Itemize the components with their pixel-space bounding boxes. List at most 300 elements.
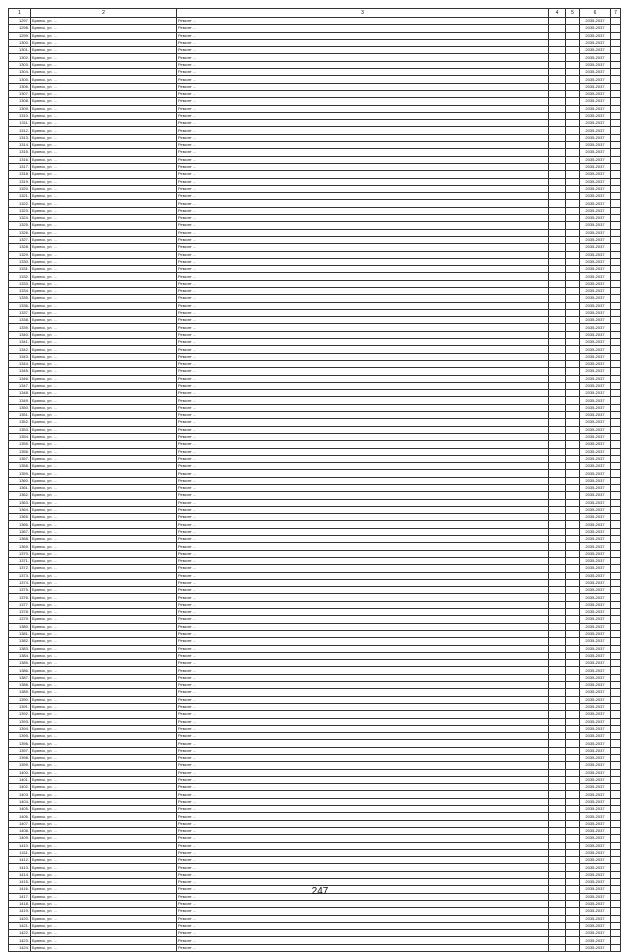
extra-cell — [611, 616, 621, 623]
period-cell: 2035-2037 — [580, 733, 611, 740]
period-cell: 2035-2037 — [580, 536, 611, 543]
extra-cell — [611, 98, 621, 105]
address-cell: Брянск, ул. ... — [31, 105, 177, 112]
period-cell: 2035-2037 — [580, 69, 611, 76]
year-cell — [549, 32, 566, 39]
work-type-cell: Ремонт ... — [177, 266, 549, 273]
year2-cell — [566, 623, 580, 630]
address-cell: Брянск, ул. ... — [31, 360, 177, 367]
address-cell: Брянск, ул. ... — [31, 922, 177, 929]
period-cell: 2035-2037 — [580, 54, 611, 61]
year-cell — [549, 149, 566, 156]
year2-cell — [566, 171, 580, 178]
col-header-5: 5 — [566, 9, 580, 18]
work-type-cell: Ремонт ... — [177, 747, 549, 754]
address-cell: Брянск, ул. ... — [31, 426, 177, 433]
year2-cell — [566, 725, 580, 732]
address-cell: Брянск, ул. ... — [31, 229, 177, 236]
extra-cell — [611, 711, 621, 718]
extra-cell — [611, 236, 621, 243]
work-type-cell: Ремонт ... — [177, 142, 549, 149]
year2-cell — [566, 120, 580, 127]
work-type-cell: Ремонт ... — [177, 76, 549, 83]
table-row — [9, 689, 621, 696]
year2-cell — [566, 25, 580, 32]
period-cell: 2035-2037 — [580, 185, 611, 192]
row-number: 1349. — [9, 397, 31, 404]
period-cell: 2035-2037 — [580, 61, 611, 68]
year2-cell — [566, 609, 580, 616]
row-number: 1300. — [9, 39, 31, 46]
table-row — [9, 258, 621, 265]
period-cell: 2035-2037 — [580, 871, 611, 878]
extra-cell — [611, 842, 621, 849]
period-cell: 2035-2037 — [580, 258, 611, 265]
address-cell: Брянск, ул. ... — [31, 609, 177, 616]
address-cell: Брянск, ул. ... — [31, 134, 177, 141]
address-cell: Брянск, ул. ... — [31, 645, 177, 652]
row-number: 1364. — [9, 506, 31, 513]
year-cell — [549, 39, 566, 46]
year2-cell — [566, 536, 580, 543]
extra-cell — [611, 835, 621, 842]
period-cell: 2035-2037 — [580, 550, 611, 557]
row-number: 1302. — [9, 54, 31, 61]
row-number: 1357. — [9, 455, 31, 462]
address-cell: Брянск, ул. ... — [31, 419, 177, 426]
year-cell — [549, 193, 566, 200]
year2-cell — [566, 353, 580, 360]
year-cell — [549, 827, 566, 834]
address-cell: Брянск, ул. ... — [31, 302, 177, 309]
period-cell: 2035-2037 — [580, 565, 611, 572]
table-row — [9, 703, 621, 710]
table-row — [9, 543, 621, 550]
work-type-cell: Ремонт ... — [177, 937, 549, 944]
year-cell — [549, 251, 566, 258]
extra-cell — [611, 587, 621, 594]
table-row — [9, 112, 621, 119]
extra-cell — [611, 572, 621, 579]
period-cell: 2035-2037 — [580, 506, 611, 513]
year2-cell — [566, 39, 580, 46]
year-cell — [549, 908, 566, 915]
period-cell: 2035-2037 — [580, 360, 611, 367]
address-cell: Брянск, ул. ... — [31, 565, 177, 572]
period-cell: 2035-2037 — [580, 266, 611, 273]
year-cell — [549, 266, 566, 273]
year2-cell — [566, 390, 580, 397]
work-type-cell: Ремонт ... — [177, 871, 549, 878]
period-cell: 2035-2037 — [580, 492, 611, 499]
period-cell: 2035-2037 — [580, 244, 611, 251]
work-type-cell: Ремонт ... — [177, 660, 549, 667]
address-cell: Брянск, ул. ... — [31, 733, 177, 740]
extra-cell — [611, 463, 621, 470]
year-cell — [549, 200, 566, 207]
table-row — [9, 419, 621, 426]
row-number: 1402. — [9, 784, 31, 791]
row-number: 1337. — [9, 309, 31, 316]
period-cell: 2035-2037 — [580, 331, 611, 338]
table-row — [9, 382, 621, 389]
table-body — [9, 18, 621, 952]
year2-cell — [566, 682, 580, 689]
period-cell: 2035-2037 — [580, 382, 611, 389]
year-cell — [549, 937, 566, 944]
row-number: 1313. — [9, 134, 31, 141]
period-cell: 2035-2037 — [580, 200, 611, 207]
address-cell: Брянск, ул. ... — [31, 207, 177, 214]
table-row — [9, 200, 621, 207]
period-cell: 2035-2037 — [580, 769, 611, 776]
year2-cell — [566, 550, 580, 557]
row-number: 1404. — [9, 798, 31, 805]
table-row — [9, 740, 621, 747]
work-type-cell: Ремонт ... — [177, 528, 549, 535]
row-number: 1375. — [9, 587, 31, 594]
year-cell — [549, 317, 566, 324]
row-number: 1314. — [9, 142, 31, 149]
row-number: 1353. — [9, 426, 31, 433]
work-type-cell: Ремонт ... — [177, 594, 549, 601]
extra-cell — [611, 499, 621, 506]
address-cell: Брянск, ул. ... — [31, 827, 177, 834]
extra-cell — [611, 813, 621, 820]
row-number: 1355. — [9, 441, 31, 448]
address-cell: Брянск, ул. ... — [31, 412, 177, 419]
work-type-cell: Ремонт ... — [177, 47, 549, 54]
extra-cell — [611, 331, 621, 338]
row-number: 1398. — [9, 754, 31, 761]
extra-cell — [611, 521, 621, 528]
extra-cell — [611, 360, 621, 367]
extra-cell — [611, 733, 621, 740]
period-cell: 2035-2037 — [580, 879, 611, 886]
address-cell: Брянск, ул. ... — [31, 718, 177, 725]
year-cell — [549, 382, 566, 389]
work-type-cell: Ремонт ... — [177, 820, 549, 827]
year2-cell — [566, 703, 580, 710]
table-row — [9, 39, 621, 46]
address-cell: Брянск, ул. ... — [31, 784, 177, 791]
extra-cell — [611, 594, 621, 601]
table-row — [9, 835, 621, 842]
table-row — [9, 609, 621, 616]
year2-cell — [566, 185, 580, 192]
row-number: 1367. — [9, 528, 31, 535]
year2-cell — [566, 616, 580, 623]
work-type-cell: Ремонт ... — [177, 317, 549, 324]
address-cell: Брянск, ул. ... — [31, 149, 177, 156]
work-type-cell: Ремонт ... — [177, 492, 549, 499]
period-cell: 2035-2037 — [580, 134, 611, 141]
period-cell: 2035-2037 — [580, 908, 611, 915]
address-cell: Брянск, ул. ... — [31, 244, 177, 251]
year2-cell — [566, 579, 580, 586]
period-cell: 2035-2037 — [580, 703, 611, 710]
year-cell — [549, 762, 566, 769]
year-cell — [549, 740, 566, 747]
period-cell: 2035-2037 — [580, 616, 611, 623]
year-cell — [549, 492, 566, 499]
period-cell: 2035-2037 — [580, 215, 611, 222]
table-row — [9, 317, 621, 324]
row-number: 1394. — [9, 725, 31, 732]
work-type-cell: Ремонт ... — [177, 682, 549, 689]
period-cell: 2035-2037 — [580, 112, 611, 119]
period-cell: 2035-2037 — [580, 528, 611, 535]
work-type-cell: Ремонт ... — [177, 536, 549, 543]
year2-cell — [566, 689, 580, 696]
extra-cell — [611, 543, 621, 550]
year-cell — [549, 105, 566, 112]
year2-cell — [566, 207, 580, 214]
work-type-cell: Ремонт ... — [177, 477, 549, 484]
year-cell — [549, 543, 566, 550]
year-cell — [549, 682, 566, 689]
year2-cell — [566, 54, 580, 61]
year2-cell — [566, 346, 580, 353]
row-number: 1395. — [9, 733, 31, 740]
year2-cell — [566, 784, 580, 791]
address-cell: Брянск, ул. ... — [31, 864, 177, 871]
period-cell: 2035-2037 — [580, 25, 611, 32]
period-cell: 2035-2037 — [580, 521, 611, 528]
year-cell — [549, 754, 566, 761]
year2-cell — [566, 61, 580, 68]
row-number: 1347. — [9, 382, 31, 389]
address-cell: Брянск, ул. ... — [31, 375, 177, 382]
row-number: 1397. — [9, 747, 31, 754]
table-row — [9, 682, 621, 689]
row-number: 1418. — [9, 900, 31, 907]
year2-cell — [566, 324, 580, 331]
work-type-cell: Ремонт ... — [177, 886, 549, 893]
address-cell: Брянск, ул. ... — [31, 339, 177, 346]
year-cell — [549, 791, 566, 798]
work-type-cell: Ремонт ... — [177, 470, 549, 477]
table-row — [9, 776, 621, 783]
row-number: 1389. — [9, 689, 31, 696]
work-type-cell: Ремонт ... — [177, 397, 549, 404]
period-cell: 2035-2037 — [580, 156, 611, 163]
period-cell: 2035-2037 — [580, 886, 611, 893]
table-row — [9, 477, 621, 484]
address-cell: Брянск, ул. ... — [31, 163, 177, 170]
year-cell — [549, 455, 566, 462]
extra-cell — [611, 747, 621, 754]
year2-cell — [566, 506, 580, 513]
year-cell — [549, 120, 566, 127]
extra-cell — [611, 215, 621, 222]
table-row — [9, 864, 621, 871]
row-number: 1368. — [9, 536, 31, 543]
work-type-cell: Ремонт ... — [177, 331, 549, 338]
period-cell: 2035-2037 — [580, 441, 611, 448]
year2-cell — [566, 565, 580, 572]
year-cell — [549, 930, 566, 937]
period-cell: 2035-2037 — [580, 696, 611, 703]
work-type-cell: Ремонт ... — [177, 404, 549, 411]
year2-cell — [566, 32, 580, 39]
extra-cell — [611, 76, 621, 83]
row-number: 1351. — [9, 412, 31, 419]
row-number: 1378. — [9, 609, 31, 616]
year-cell — [549, 76, 566, 83]
row-number: 1391. — [9, 703, 31, 710]
work-type-cell: Ремонт ... — [177, 346, 549, 353]
year-cell — [549, 630, 566, 637]
table-row — [9, 207, 621, 214]
year-cell — [549, 346, 566, 353]
work-type-cell: Ремонт ... — [177, 32, 549, 39]
year2-cell — [566, 69, 580, 76]
table-row — [9, 492, 621, 499]
year-cell — [549, 689, 566, 696]
extra-cell — [611, 61, 621, 68]
row-number: 1373. — [9, 572, 31, 579]
address-cell: Брянск, ул. ... — [31, 791, 177, 798]
year-cell — [549, 470, 566, 477]
work-type-cell: Ремонт ... — [177, 550, 549, 557]
year2-cell — [566, 521, 580, 528]
year2-cell — [566, 528, 580, 535]
address-cell: Брянск, ул. ... — [31, 25, 177, 32]
work-type-cell: Ремонт ... — [177, 835, 549, 842]
year2-cell — [566, 470, 580, 477]
table-row — [9, 908, 621, 915]
address-cell: Брянск, ул. ... — [31, 806, 177, 813]
table-row — [9, 711, 621, 718]
table-row — [9, 594, 621, 601]
year-cell — [549, 61, 566, 68]
year2-cell — [566, 733, 580, 740]
extra-cell — [611, 171, 621, 178]
extra-cell — [611, 536, 621, 543]
year2-cell — [566, 112, 580, 119]
table-row — [9, 18, 621, 25]
period-cell: 2035-2037 — [580, 171, 611, 178]
extra-cell — [611, 149, 621, 156]
year-cell — [549, 550, 566, 557]
row-number: 1299. — [9, 32, 31, 39]
work-type-cell: Ремонт ... — [177, 485, 549, 492]
year2-cell — [566, 900, 580, 907]
year2-cell — [566, 222, 580, 229]
table-row — [9, 229, 621, 236]
extra-cell — [611, 879, 621, 886]
table-row — [9, 769, 621, 776]
row-number: 1415. — [9, 879, 31, 886]
address-cell: Брянск, ул. ... — [31, 477, 177, 484]
table-row — [9, 134, 621, 141]
year-cell — [549, 112, 566, 119]
work-type-cell: Ремонт ... — [177, 579, 549, 586]
year2-cell — [566, 572, 580, 579]
extra-cell — [611, 426, 621, 433]
year2-cell — [566, 251, 580, 258]
table-row — [9, 879, 621, 886]
year-cell — [549, 142, 566, 149]
year2-cell — [566, 375, 580, 382]
year-cell — [549, 769, 566, 776]
row-number: 1350. — [9, 404, 31, 411]
col-header-7: 7 — [611, 9, 621, 18]
extra-cell — [611, 682, 621, 689]
row-number: 1333. — [9, 280, 31, 287]
year-cell — [549, 25, 566, 32]
year2-cell — [566, 98, 580, 105]
extra-cell — [611, 287, 621, 294]
period-cell: 2035-2037 — [580, 127, 611, 134]
table-row — [9, 528, 621, 535]
table-row — [9, 412, 621, 419]
row-number: 1386. — [9, 667, 31, 674]
address-cell: Брянск, ул. ... — [31, 353, 177, 360]
period-cell: 2035-2037 — [580, 791, 611, 798]
table-row — [9, 667, 621, 674]
row-number: 1422. — [9, 930, 31, 937]
table-row — [9, 813, 621, 820]
table-row — [9, 557, 621, 564]
year-cell — [549, 835, 566, 842]
year-cell — [549, 696, 566, 703]
address-cell: Брянск, ул. ... — [31, 536, 177, 543]
work-type-cell: Ремонт ... — [177, 740, 549, 747]
table-row — [9, 820, 621, 827]
row-number: 1413. — [9, 864, 31, 871]
address-cell: Брянск, ул. ... — [31, 39, 177, 46]
period-cell: 2035-2037 — [580, 433, 611, 440]
extra-cell — [611, 689, 621, 696]
row-number: 1396. — [9, 740, 31, 747]
address-cell: Брянск, ул. ... — [31, 382, 177, 389]
extra-cell — [611, 200, 621, 207]
extra-cell — [611, 550, 621, 557]
table-row — [9, 550, 621, 557]
year2-cell — [566, 156, 580, 163]
year-cell — [549, 718, 566, 725]
period-cell: 2035-2037 — [580, 864, 611, 871]
row-number: 1298. — [9, 25, 31, 32]
work-type-cell: Ремонт ... — [177, 689, 549, 696]
period-cell: 2035-2037 — [580, 287, 611, 294]
extra-cell — [611, 397, 621, 404]
year2-cell — [566, 404, 580, 411]
row-number: 1356. — [9, 448, 31, 455]
work-type-cell: Ремонт ... — [177, 69, 549, 76]
period-cell: 2035-2037 — [580, 368, 611, 375]
period-cell: 2035-2037 — [580, 273, 611, 280]
period-cell: 2035-2037 — [580, 609, 611, 616]
table-row — [9, 930, 621, 937]
row-number: 1309. — [9, 105, 31, 112]
period-cell: 2035-2037 — [580, 806, 611, 813]
work-type-cell: Ремонт ... — [177, 375, 549, 382]
year2-cell — [566, 455, 580, 462]
row-number: 1390. — [9, 696, 31, 703]
period-cell: 2035-2037 — [580, 485, 611, 492]
extra-cell — [611, 864, 621, 871]
address-cell: Брянск, ул. ... — [31, 798, 177, 805]
extra-cell — [611, 404, 621, 411]
table-row — [9, 61, 621, 68]
table-row — [9, 287, 621, 294]
table-row — [9, 463, 621, 470]
row-number: 1338. — [9, 317, 31, 324]
work-type-cell: Ремонт ... — [177, 514, 549, 521]
